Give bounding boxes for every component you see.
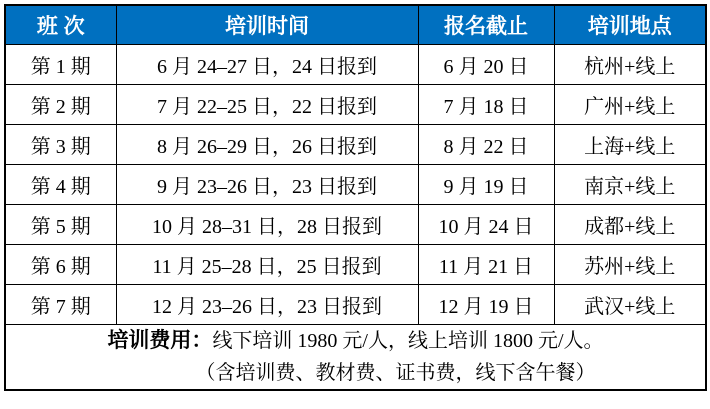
location-cell: 南京+线上 (554, 164, 706, 204)
table-row (5, 44, 706, 84)
training-schedule-table (4, 4, 707, 391)
location-cell: 上海+线上 (554, 124, 706, 164)
table-header-row (5, 5, 706, 44)
time-cell: 9 月 23–26 日，23 日报到 (116, 164, 418, 204)
location-cell: 苏州+线上 (554, 244, 706, 284)
time-cell: 11 月 25–28 日，25 日报到 (116, 244, 418, 284)
deadline-cell: 11 月 21 日 (418, 244, 554, 284)
fee-cell (5, 324, 706, 390)
deadline-cell: 9 月 19 日 (418, 164, 554, 204)
session-cell: 第 7 期 (5, 284, 116, 324)
time-cell: 8 月 26–29 日，26 日报到 (116, 124, 418, 164)
deadline-cell: 10 月 24 日 (418, 204, 554, 244)
header-session: 班 次 (5, 5, 116, 44)
header-training-time: 培训时间 (116, 5, 418, 44)
location-cell: 杭州+线上 (554, 44, 706, 84)
time-cell: 12 月 23–26 日，23 日报到 (116, 284, 418, 324)
deadline-cell: 12 月 19 日 (418, 284, 554, 324)
deadline-cell: 7 月 18 日 (418, 84, 554, 124)
session-cell: 第 6 期 (5, 244, 116, 284)
deadline-cell: 8 月 22 日 (418, 124, 554, 164)
table-row (5, 124, 706, 164)
session-cell: 第 4 期 (5, 164, 116, 204)
table-row (5, 284, 706, 324)
fee-amounts: 线下培训 1980 元/人，线上培训 1800 元/人。 (212, 329, 604, 352)
table-row (5, 204, 706, 244)
header-training-location: 培训地点 (554, 5, 706, 44)
session-cell: 第 2 期 (5, 84, 116, 124)
deadline-cell: 6 月 20 日 (418, 44, 554, 84)
time-cell: 6 月 24–27 日，24 日报到 (116, 44, 418, 84)
header-registration-deadline: 报名截止 (418, 5, 554, 44)
table-row (5, 164, 706, 204)
table-row (5, 84, 706, 124)
time-cell: 7 月 22–25 日，22 日报到 (116, 84, 418, 124)
session-cell: 第 3 期 (5, 124, 116, 164)
fee-row (5, 324, 706, 390)
time-cell: 10 月 28–31 日，28 日报到 (116, 204, 418, 244)
location-cell: 广州+线上 (554, 84, 706, 124)
fee-line1 (6, 325, 705, 357)
session-cell: 第 5 期 (5, 204, 116, 244)
fee-line2: （含培训费、教材费、证书费，线下含午餐） (195, 361, 596, 384)
fee-label: 培训费用： (107, 328, 213, 352)
table-row (5, 244, 706, 284)
location-cell: 成都+线上 (554, 204, 706, 244)
location-cell: 武汉+线上 (554, 284, 706, 324)
session-cell: 第 1 期 (5, 44, 116, 84)
